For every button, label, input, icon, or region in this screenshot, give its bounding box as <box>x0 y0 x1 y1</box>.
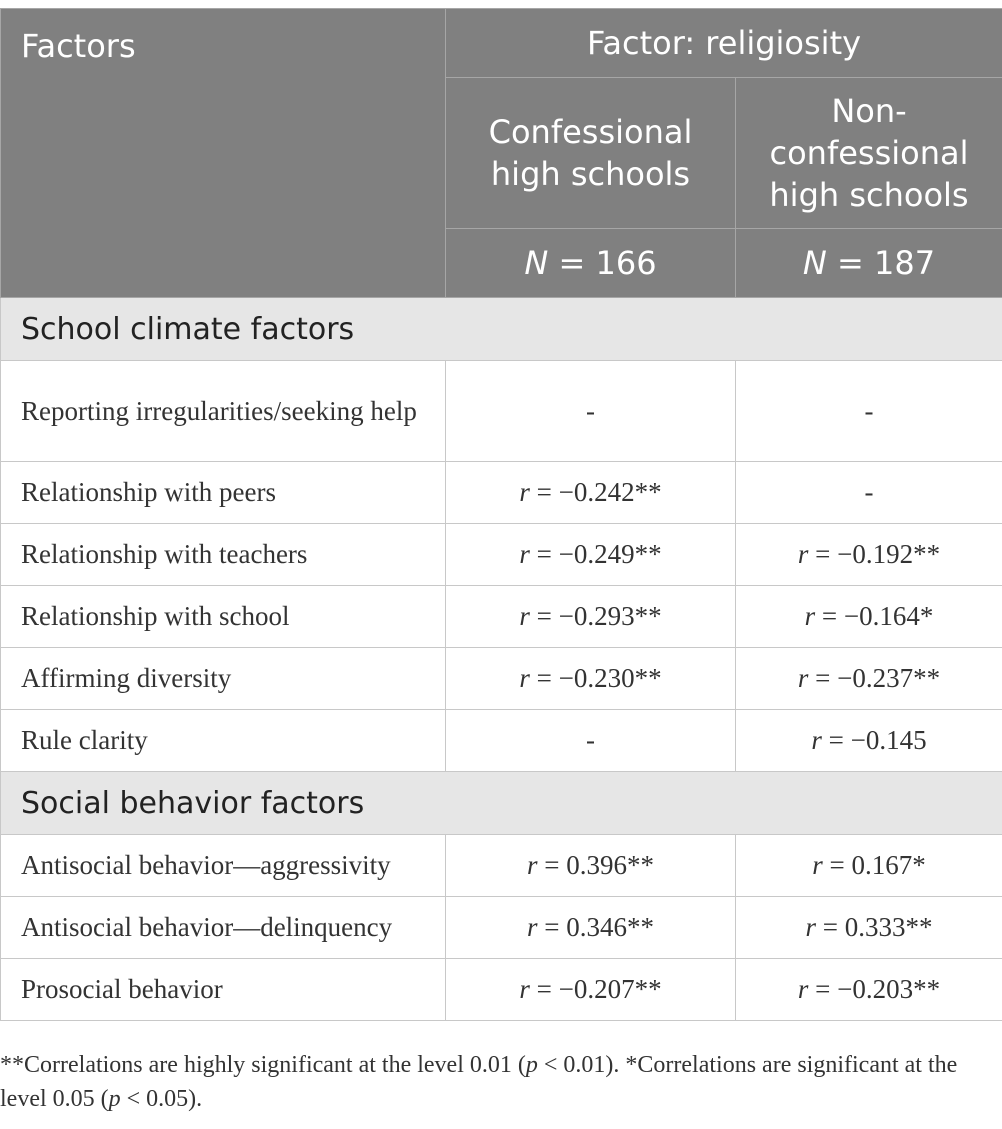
header-non-confessional-line3: high schools <box>769 176 969 214</box>
table-row <box>1 462 1002 524</box>
row-label: Reporting irregularities/seeking help <box>1 361 446 462</box>
cell-confessional: r = 0.346** <box>446 897 736 959</box>
r-symbol: r <box>519 974 530 1004</box>
r-symbol: r <box>527 850 538 880</box>
r-symbol: r <box>804 601 816 631</box>
correlation-table <box>0 8 1002 1021</box>
table-footnote: **Correlations are highly significant at the level 0.01 (p < 0.01). *Correlations are significant at the level 0.05 (p < 0.05). <box>0 1052 958 1112</box>
n-equals: = <box>548 244 596 282</box>
table-row <box>1 835 1002 897</box>
row-label: Prosocial behavior <box>1 959 446 1021</box>
r-symbol: r <box>797 974 809 1004</box>
table-body <box>1 298 1002 1021</box>
header-non-confessional <box>736 78 1002 229</box>
cell-non-confessional: r = −0.203** <box>736 959 1002 1021</box>
section-title: School climate factors <box>1 298 1002 361</box>
cell-confessional: - <box>446 361 736 462</box>
row-label: Relationship with school <box>1 586 446 648</box>
r-symbol: r <box>527 912 538 942</box>
cell-confessional: r = −0.242** <box>446 462 736 524</box>
r-symbol: r <box>812 850 823 880</box>
n-symbol: N <box>524 244 549 282</box>
p-symbol: p <box>108 1086 121 1112</box>
section-header-row <box>1 772 1002 835</box>
n-equals: = <box>826 244 874 282</box>
cell-non-confessional: r = −0.145 <box>736 710 1002 772</box>
cell-confessional: r = −0.207** <box>446 959 736 1021</box>
header-confessional <box>446 78 736 229</box>
row-label: Relationship with peers <box>1 462 446 524</box>
table-row <box>1 361 1002 462</box>
cell-confessional: - <box>446 710 736 772</box>
cell-non-confessional: r = 0.333** <box>736 897 1002 959</box>
r-symbol: r <box>519 663 530 693</box>
r-symbol: r <box>519 539 530 569</box>
correlation-table-container <box>0 8 1002 1021</box>
n-confessional-value: 166 <box>595 244 657 282</box>
r-symbol: r <box>519 477 530 507</box>
r-symbol: r <box>805 912 817 942</box>
header-n-confessional <box>446 229 736 298</box>
cell-confessional: r = −0.293** <box>446 586 736 648</box>
cell-non-confessional: r = −0.237** <box>736 648 1002 710</box>
cell-confessional: r = −0.230** <box>446 648 736 710</box>
n-non-confessional-value: 187 <box>874 244 936 282</box>
table-header <box>1 9 1002 298</box>
section-header-row <box>1 298 1002 361</box>
r-symbol: r <box>797 663 809 693</box>
row-label: Rule clarity <box>1 710 446 772</box>
header-factors: Factors <box>1 9 446 298</box>
header-group-religiosity: Factor: religiosity <box>446 9 1002 78</box>
r-symbol: r <box>519 601 530 631</box>
p-symbol: p <box>525 1052 538 1078</box>
cell-non-confessional: r = −0.192** <box>736 524 1002 586</box>
cell-non-confessional: - <box>736 361 1002 462</box>
r-symbol: r <box>811 725 822 755</box>
row-label: Antisocial behavior—aggressivity <box>1 835 446 897</box>
cell-confessional: r = −0.249** <box>446 524 736 586</box>
table-row <box>1 897 1002 959</box>
header-n-non-confessional <box>736 229 1002 298</box>
table-row <box>1 648 1002 710</box>
table-row <box>1 710 1002 772</box>
r-symbol: r <box>797 539 809 569</box>
n-symbol: N <box>802 244 827 282</box>
header-non-confessional-line2: confessional <box>769 134 969 172</box>
table-row <box>1 586 1002 648</box>
table-row <box>1 524 1002 586</box>
row-label: Affirming diversity <box>1 648 446 710</box>
cell-non-confessional: - <box>736 462 1002 524</box>
row-label: Relationship with teachers <box>1 524 446 586</box>
table-row <box>1 959 1002 1021</box>
cell-non-confessional: r = −0.164* <box>736 586 1002 648</box>
header-non-confessional-line1: Non- <box>831 92 907 130</box>
row-label: Antisocial behavior—delinquency <box>1 897 446 959</box>
cell-non-confessional: r = 0.167* <box>736 835 1002 897</box>
section-title: Social behavior factors <box>1 772 1002 835</box>
cell-confessional: r = 0.396** <box>446 835 736 897</box>
header-confessional-label: Confessional high schools <box>488 113 693 193</box>
